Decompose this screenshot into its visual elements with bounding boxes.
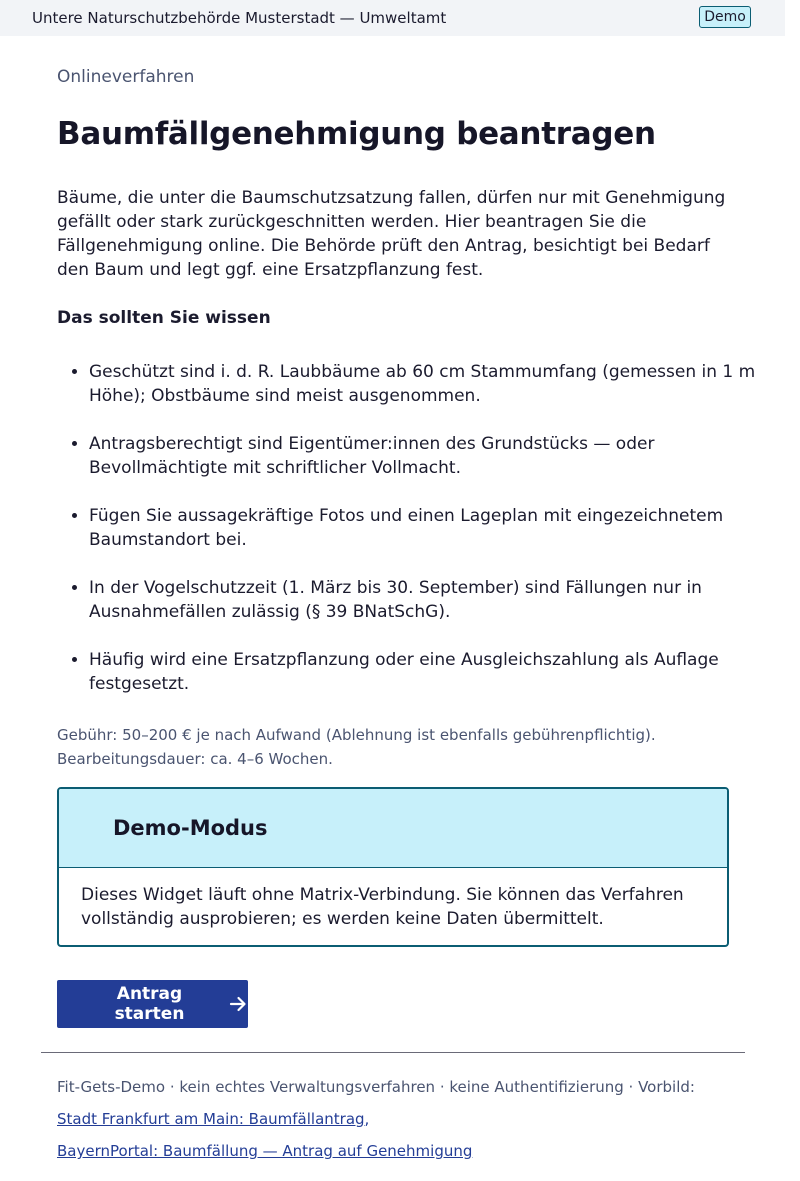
link-separator: , (364, 1110, 370, 1128)
fee-text: Gebühr: 50–200 € je nach Aufwand (Ablehnung ist ebenfalls gebührenpflichtig). (57, 726, 656, 744)
demo-mode-notice (57, 787, 729, 947)
reference-link-frankfurt[interactable]: Stadt Frankfurt am Main: Baumfällantrag (57, 1110, 365, 1128)
footer-note: Fit-Gets-Demo · kein echtes Verwaltungsverfahren · keine Authentifizierung · Vorbild: (57, 1078, 695, 1096)
start-button-label: Antrag starten (114, 984, 185, 1024)
start-application-button[interactable] (57, 980, 248, 1028)
demo-notice-title: Demo-Modus (113, 816, 268, 840)
top-bar (0, 0, 785, 36)
list-item: • In der Vogelschutzzeit (1. März bis 30. September) sind Fällungen nur in Ausnahmefällen zulässig (§ 39 BNatSchG). (89, 576, 761, 624)
footer-divider (41, 1052, 745, 1053)
duration-text: Bearbeitungsdauer: ca. 4–6 Wochen. (57, 750, 333, 768)
footer-link-row (57, 1099, 757, 1131)
authority-name: Untere Naturschutzbehörde Musterstadt — Umweltamt (32, 9, 447, 27)
footer (57, 1075, 757, 1163)
facts-list (57, 360, 761, 720)
service-overline: Onlineverfahren (57, 67, 195, 87)
arrow-right-icon (228, 994, 248, 1014)
demo-notice-header (59, 789, 727, 868)
page-title: Baumfällgenehmigung beantragen (57, 116, 656, 152)
info-heading: Das sollten Sie wissen (57, 308, 271, 328)
list-item: • Häufig wird eine Ersatzpflanzung oder eine Ausgleichszahlung als Auflage festgesetzt. (89, 648, 761, 696)
intro-text: Bäume, die unter die Baumschutzsatzung fallen, dürfen nur mit Genehmigung gefällt oder stark zurückgeschnitten werden. Hier beantragen Sie die Fällgenehmigung online. Die Behörde prüft den Antrag, besichtigt bei Bedarf den Baum und legt ggf. eine Ersatzpflanzung fest. (57, 188, 726, 280)
list-item: • Antragsberechtigt sind Eigentümer:innen des Grundstücks — oder Bevollmächtigte mit schriftlicher Vollmacht. (89, 432, 761, 480)
list-item: • Fügen Sie aussagekräftige Fotos und einen Lageplan mit eingezeichnetem Baumstandort bei. (89, 504, 761, 552)
fee-info (57, 723, 729, 771)
reference-link-bayernportal[interactable]: BayernPortal: Baumfällung — Antrag auf Genehmigung (57, 1142, 473, 1160)
demo-notice-body: Dieses Widget läuft ohne Matrix-Verbindung. Sie können das Verfahren vollständig ausprobieren; es werden keine Daten übermittelt. (81, 885, 684, 929)
demo-badge: Demo (699, 6, 751, 28)
list-item: • Geschützt sind i. d. R. Laubbäume ab 60 cm Stammumfang (gemessen in 1 m Höhe); Obstbäume sind meist ausgenommen. (89, 360, 761, 408)
